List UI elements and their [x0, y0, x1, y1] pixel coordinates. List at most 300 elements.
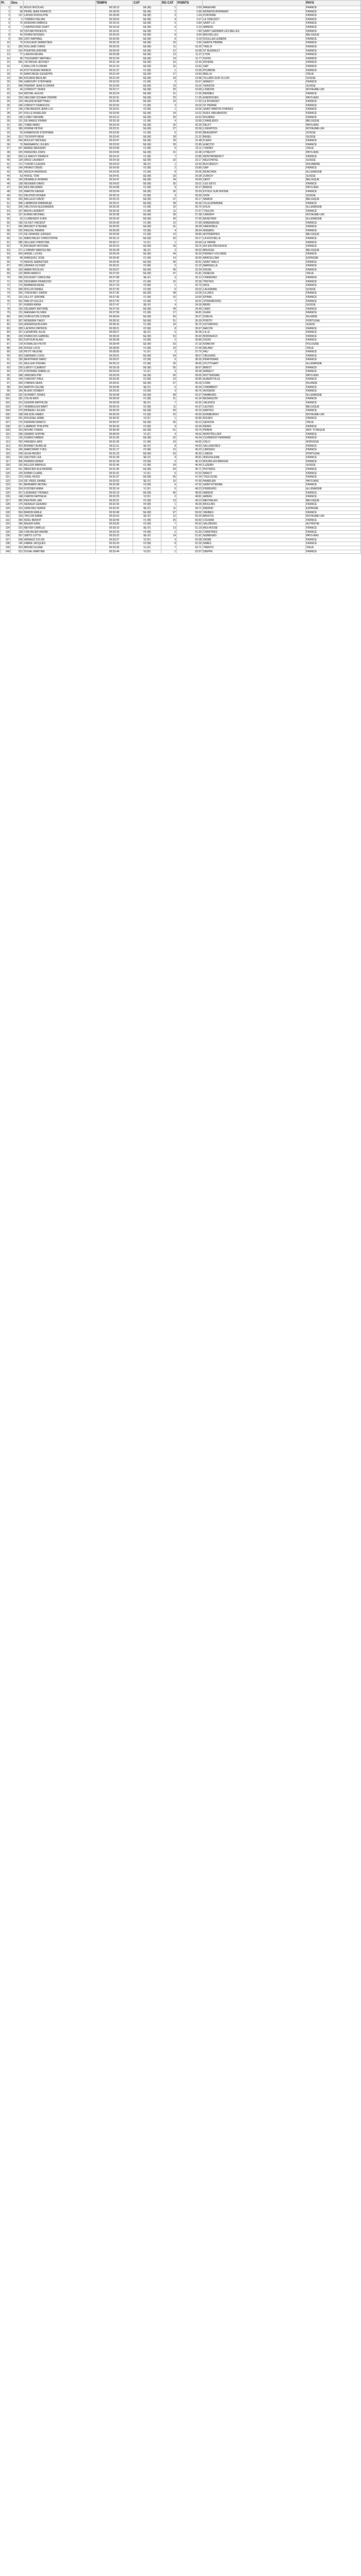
- table-row: [1, 417, 361, 421]
- cell-rang-cat: 29: [161, 139, 177, 143]
- cell-club: FERNEY-VOLTAIRE: [202, 252, 305, 257]
- cell-place: 40: [1, 159, 11, 163]
- cell-time: 00:33:05: [95, 522, 133, 527]
- cell-time: 00:18:29: [95, 10, 133, 14]
- cell-pays: FRANCE: [305, 182, 360, 186]
- cell-club: DUBLIN: [202, 315, 305, 319]
- cell-time: 00:26:00: [95, 229, 133, 233]
- cell-name: DE VRIES SANNE: [23, 479, 95, 483]
- cell-rang-cat: 30: [161, 143, 177, 147]
- cell-rang-cat: 19: [161, 346, 177, 350]
- cell-points: 45.23: [176, 448, 202, 452]
- cell-place: 125: [1, 491, 11, 495]
- table-row: [1, 284, 361, 288]
- cell-place: 124: [1, 487, 11, 492]
- cell-time: 00:25:32: [95, 209, 133, 213]
- cell-place: 30: [1, 120, 11, 124]
- cell-dossard: 150: [10, 307, 23, 311]
- cell-club: BRUGGE: [202, 248, 305, 252]
- table-row: [1, 503, 361, 507]
- cell-points: 36.86: [176, 338, 202, 343]
- cell-rang-cat: 12: [161, 515, 177, 519]
- cell-place: 69: [1, 272, 11, 276]
- cell-name: WALCH GILLES: [23, 299, 95, 303]
- cell-time: 00:24:12: [95, 155, 133, 159]
- cell-club: BORDEAUX: [202, 334, 305, 338]
- cell-name: ROUSSEL ANNE: [23, 417, 95, 421]
- cell-cat: V1 (M): [133, 155, 161, 159]
- cell-name: HOLLAND CHRIS: [23, 45, 95, 49]
- cell-points: 7.80: [176, 29, 202, 33]
- cell-points: 48.50: [176, 491, 202, 495]
- cell-rang-cat: 52: [161, 334, 177, 338]
- cell-cat: V1 (M): [133, 170, 161, 174]
- cell-club: BRISTOL: [202, 515, 305, 519]
- cell-dossard: 188: [10, 374, 23, 378]
- cell-cat: V2 (M): [133, 108, 161, 112]
- cell-pays: ITALIE: [305, 420, 360, 425]
- cell-place: 36: [1, 143, 11, 147]
- cell-place: 53: [1, 209, 11, 213]
- cell-name: PETIT HÉLÈNE: [23, 350, 95, 354]
- cell-name: BERNARD MICHEL: [23, 483, 95, 487]
- cell-pays: FRANCE: [305, 57, 360, 61]
- cell-pays: ALLEMAGNE: [305, 170, 360, 174]
- cell-place: 103: [1, 405, 11, 409]
- table-row: [1, 186, 361, 190]
- cell-club: VILLARS SUR OLLON: [202, 76, 305, 80]
- cell-pays: PORTUGAL: [305, 452, 360, 456]
- cell-club: MONDON BORNAND: [202, 10, 305, 14]
- cell-name: MERCIER ALEXANDRE: [23, 468, 95, 472]
- cell-place: 8: [1, 33, 11, 38]
- table-row: [1, 389, 361, 394]
- cell-club: REIMS: [202, 425, 305, 429]
- cell-points: 41.97: [176, 405, 202, 409]
- cell-place: 82: [1, 323, 11, 327]
- cell-pays: ROUMANIE: [305, 162, 360, 166]
- cell-cat: V2 (M): [133, 299, 161, 303]
- cell-name: TSCHOPP RÉMI: [23, 135, 95, 139]
- cell-place: 9: [1, 37, 11, 41]
- cell-rang-cat: 3: [161, 194, 177, 198]
- cell-dossard: 361: [10, 123, 23, 127]
- cell-dossard: 42: [10, 73, 23, 77]
- cell-name: STAPLETON CONOR: [23, 315, 95, 319]
- cell-club: UTRECHT: [202, 150, 305, 155]
- cell-points: 47.02: [176, 471, 202, 476]
- cell-pays: FRANCE: [305, 385, 360, 389]
- cell-cat: V2 (F): [133, 495, 161, 499]
- cell-dossard: 130: [10, 471, 23, 476]
- cell-rang-cat: 7: [161, 29, 177, 33]
- cell-points: 25.90: [176, 194, 202, 198]
- cell-cat: SE (M): [133, 115, 161, 120]
- cell-cat: V2 (M): [133, 264, 161, 268]
- cell-club: ROUEN: [202, 417, 305, 421]
- cell-pays: PAYS-BAS: [305, 123, 360, 127]
- cell-dossard: 203: [10, 444, 23, 448]
- cell-time: 00:28:38: [95, 338, 133, 343]
- cell-time: 00:26:06: [95, 233, 133, 237]
- cell-club: CLERMONT-FERRAND: [202, 436, 305, 440]
- cell-club: EDINBURGH: [202, 413, 305, 417]
- table-row: [1, 295, 361, 299]
- cell-dossard: 4: [10, 64, 23, 69]
- cell-rang-cat: 14: [161, 57, 177, 61]
- cell-club: DELFT: [202, 123, 305, 127]
- cell-club: ÉPINAL: [202, 295, 305, 299]
- cell-place: 29: [1, 115, 11, 120]
- cell-name: CORNUTT DENIS: [23, 88, 95, 92]
- cell-time: 00:31:28: [95, 456, 133, 460]
- cell-place: 33: [1, 131, 11, 135]
- cell-rang-cat: 56: [161, 374, 177, 378]
- cell-place: 140: [1, 550, 11, 554]
- cell-points: 38.39: [176, 358, 202, 362]
- cell-cat: SE (F): [133, 303, 161, 308]
- cell-points: 5.84: [176, 22, 202, 26]
- cell-points: 17.92: [176, 100, 202, 104]
- cell-time: 00:30:03: [95, 397, 133, 401]
- cell-pays: FRANCE: [305, 307, 360, 311]
- cell-time: 00:24:35: [95, 170, 133, 174]
- cell-dossard: 137: [10, 213, 23, 217]
- cell-time: 00:31:00: [95, 436, 133, 440]
- cell-dossard: 76: [10, 143, 23, 147]
- cell-points: 25.01: [176, 182, 202, 186]
- cell-points: 16.58: [176, 88, 202, 92]
- cell-cat: SE (M): [133, 41, 161, 45]
- table-row: [1, 29, 361, 33]
- cell-cat: V4 (M): [133, 503, 161, 507]
- cell-club: GUAN: [202, 311, 305, 315]
- cell-dossard: 192: [10, 464, 23, 468]
- table-row: [1, 323, 361, 327]
- cell-place: 119: [1, 468, 11, 472]
- cell-time: 00:22:17: [95, 88, 133, 92]
- cell-points: 37.18: [176, 343, 202, 347]
- cell-time: 00:30:37: [95, 420, 133, 425]
- cell-time: 00:27:13: [95, 280, 133, 284]
- cell-pays: FRANCE: [305, 276, 360, 280]
- cell-cat: V1 (F): [133, 350, 161, 354]
- cell-place: 138: [1, 542, 11, 546]
- cell-place: 91: [1, 358, 11, 362]
- cell-pays: FRANCE: [305, 476, 360, 480]
- cell-points: 32.12: [176, 276, 202, 280]
- cell-cat: V2 (M): [133, 327, 161, 331]
- table-row: [1, 299, 361, 303]
- cell-pays: FRANCE: [305, 209, 360, 213]
- cell-time: 00:27:36: [95, 295, 133, 299]
- cell-club: DOUAI: [202, 268, 305, 272]
- cell-dossard: 53: [10, 174, 23, 178]
- cell-points: 30.33: [176, 252, 202, 257]
- cell-pays: FRANCE: [305, 225, 360, 229]
- cell-points: 44.65: [176, 440, 202, 444]
- cell-pays: FRANCE: [305, 483, 360, 487]
- cell-time: 00:30:49: [95, 429, 133, 433]
- cell-dossard: 292: [10, 440, 23, 444]
- cell-name: PASCAL PIERRE: [23, 229, 95, 233]
- cell-points: 42.23: [176, 409, 202, 413]
- cell-rang-cat: 5: [161, 331, 177, 335]
- cell-cat: SE (F): [133, 515, 161, 519]
- cell-time: 00:25:26: [95, 206, 133, 210]
- cell-pays: ALLEMAGNE: [305, 217, 360, 222]
- cell-rang-cat: 7: [161, 299, 177, 303]
- cell-points: 27.96: [176, 221, 202, 225]
- cell-name: KOWALSKI PIOTR: [23, 343, 95, 347]
- cell-club: TROYES: [202, 280, 305, 284]
- cell-place: 17: [1, 69, 11, 73]
- cell-dossard: 328: [10, 327, 23, 331]
- cell-name: TORRES HELIAN: [23, 18, 95, 22]
- cell-pays: FRANCE: [305, 299, 360, 303]
- table-row: [1, 456, 361, 460]
- cell-place: 122: [1, 479, 11, 483]
- cell-place: 78: [1, 307, 11, 311]
- cell-time: 00:27:59: [95, 311, 133, 315]
- table-row: [1, 413, 361, 417]
- cell-name: KOUANS BEOLAN: [23, 76, 95, 80]
- results-table: [0, 0, 361, 554]
- cell-dossard: 156: [10, 389, 23, 394]
- cell-dossard: 196: [10, 221, 23, 225]
- cell-name: AMAR NICOLAS: [23, 268, 95, 272]
- cell-dossard: 92: [10, 6, 23, 10]
- header-points: POINTS: [176, 1, 202, 6]
- cell-cat: SE (M): [133, 217, 161, 222]
- cell-points: 35.07: [176, 315, 202, 319]
- cell-points: 37.76: [176, 350, 202, 354]
- cell-pays: FRANCE: [305, 327, 360, 331]
- table-row: [1, 487, 361, 492]
- cell-pays: FRANCE: [305, 115, 360, 120]
- cell-cat: SE (M): [133, 237, 161, 241]
- cell-points: 29.44: [176, 241, 202, 245]
- table-row: [1, 507, 361, 511]
- cell-cat: SE (M): [133, 84, 161, 88]
- cell-pays: SUISSE: [305, 194, 360, 198]
- cell-rang-cat: 26: [161, 123, 177, 127]
- cell-time: 00:27:19: [95, 284, 133, 288]
- cell-club: ALBERTVILLE: [202, 378, 305, 382]
- cell-cat: SE (F): [133, 401, 161, 405]
- cell-pays: FRANCE: [305, 104, 360, 108]
- cell-dossard: 240: [10, 104, 23, 108]
- cell-club: ZÜRICH: [202, 174, 305, 178]
- cell-place: 2: [1, 10, 11, 14]
- cell-cat: V1 (F): [133, 487, 161, 492]
- cell-name: DE MARLE FRANK: [23, 120, 95, 124]
- cell-points: 52.39: [176, 542, 202, 546]
- cell-pays: FRANCE: [305, 45, 360, 49]
- cell-pays: FRANCE: [305, 264, 360, 268]
- cell-cat: SE (F): [133, 276, 161, 280]
- cell-points: 13.99: [176, 69, 202, 73]
- table-row: [1, 33, 361, 38]
- cell-points: 39.28: [176, 370, 202, 374]
- cell-pays: ESPAGNE: [305, 507, 360, 511]
- cell-points: 6.10: [176, 25, 202, 29]
- cell-place: 7: [1, 29, 11, 33]
- cell-dossard: 216: [10, 49, 23, 53]
- cell-rang-cat: 64: [161, 468, 177, 472]
- cell-cat: SE (M): [133, 245, 161, 249]
- cell-dossard: 257: [10, 147, 23, 151]
- cell-place: 88: [1, 346, 11, 350]
- cell-points: 47.34: [176, 476, 202, 480]
- cell-pays: ALLEMAGNE: [305, 362, 360, 366]
- cell-place: 21: [1, 84, 11, 88]
- cell-rang-cat: 3: [161, 104, 177, 108]
- cell-dossard: 237: [10, 491, 23, 495]
- cell-pays: FRANCE: [305, 295, 360, 299]
- cell-dossard: 44: [10, 69, 23, 73]
- cell-rang-cat: 46: [161, 268, 177, 272]
- cell-time: 00:18:49: [95, 14, 133, 18]
- cell-time: 00:21:37: [95, 69, 133, 73]
- cell-name: SANCHEZ MARIA: [23, 507, 95, 511]
- table-row: [1, 217, 361, 222]
- cell-name: COLIN ERIC: [23, 397, 95, 401]
- table-row: [1, 159, 361, 163]
- cell-dossard: 174: [10, 233, 23, 237]
- cell-dossard: 266: [10, 518, 23, 522]
- cell-place: 90: [1, 354, 11, 358]
- cell-time: 00:20:42: [95, 49, 133, 53]
- cell-time: 00:24:47: [95, 178, 133, 182]
- cell-cat: SE (M): [133, 174, 161, 178]
- cell-dossard: 77: [10, 53, 23, 57]
- table-row: [1, 88, 361, 92]
- cell-rang-cat: 59: [161, 409, 177, 413]
- cell-rang-cat: 2: [161, 80, 177, 84]
- cell-time: 00:25:55: [95, 225, 133, 229]
- cell-rang-cat: 5: [161, 460, 177, 464]
- cell-cat: V1 (M): [133, 206, 161, 210]
- cell-dossard: 219: [10, 507, 23, 511]
- cell-pays: PORTUGAL: [305, 319, 360, 323]
- cell-points: 36.28: [176, 331, 202, 335]
- table-row: [1, 546, 361, 550]
- cell-place: 102: [1, 401, 11, 405]
- cell-club: ARRAS: [202, 495, 305, 499]
- cell-cat: SE (M): [133, 6, 161, 10]
- table-row: [1, 471, 361, 476]
- cell-cat: V1 (M): [133, 147, 161, 151]
- cell-dossard: 5: [10, 18, 23, 22]
- cell-cat: SE (M): [133, 22, 161, 26]
- table-row: [1, 112, 361, 116]
- cell-time: 00:26:17: [95, 241, 133, 245]
- cell-club: PRAHA: [202, 429, 305, 433]
- cell-rang-cat: 2: [161, 166, 177, 171]
- cell-club: LIVERPOOL: [202, 127, 305, 131]
- cell-club: MILANO: [202, 346, 305, 350]
- cell-dossard: 121: [10, 362, 23, 366]
- cell-time: 00:27:02: [95, 272, 133, 276]
- cell-rang-cat: 5: [161, 264, 177, 268]
- cell-time: 00:29:52: [95, 389, 133, 394]
- cell-time: 00:19:41: [95, 29, 133, 33]
- cell-name: BONNET AURÉLIE: [23, 444, 95, 448]
- cell-cat: V3 (M): [133, 460, 161, 464]
- cell-time: 00:33:44: [95, 550, 133, 554]
- cell-cat: V1 (F): [133, 471, 161, 476]
- cell-dossard: 317: [10, 425, 23, 429]
- cell-name: MAGNAN OLIVIER: [23, 311, 95, 315]
- cell-time: 00:29:24: [95, 370, 133, 374]
- cell-place: 60: [1, 237, 11, 241]
- cell-club: LE HAVRE: [202, 241, 305, 245]
- cell-time: 00:32:08: [95, 483, 133, 487]
- table-row: [1, 397, 361, 401]
- cell-time: 00:27:08: [95, 276, 133, 280]
- cell-rang-cat: 55: [161, 366, 177, 370]
- cell-points: 29.17: [176, 237, 202, 241]
- cell-rang-cat: 7: [161, 155, 177, 159]
- cell-dossard: 115: [10, 190, 23, 194]
- cell-cat: V2 (M): [133, 229, 161, 233]
- cell-cat: SE (M): [133, 49, 161, 53]
- cell-place: 137: [1, 538, 11, 542]
- cell-name: GAUTIER LÉA: [23, 456, 95, 460]
- cell-name: MOLTAN MARK: [23, 186, 95, 190]
- cell-rang-cat: 1: [161, 6, 177, 10]
- cell-place: 45: [1, 178, 11, 182]
- cell-place: 80: [1, 315, 11, 319]
- cell-points: 49.71: [176, 507, 202, 511]
- cell-points: 27.65: [176, 217, 202, 222]
- table-row: [1, 538, 361, 542]
- cell-time: 00:27:47: [95, 303, 133, 308]
- cell-time: 00:25:43: [95, 217, 133, 222]
- cell-dossard: 176: [10, 284, 23, 288]
- cell-cat: V1 (M): [133, 362, 161, 366]
- cell-place: 52: [1, 206, 11, 210]
- cell-points: 32.39: [176, 280, 202, 284]
- cell-name: CHRISTY FRANCOIS: [23, 104, 95, 108]
- cell-cat: V1 (M): [133, 311, 161, 315]
- cell-pays: SUISSE: [305, 135, 360, 139]
- cell-time: 00:32:59: [95, 518, 133, 522]
- cell-cat: SE (M): [133, 37, 161, 41]
- cell-place: 136: [1, 534, 11, 538]
- cell-cat: V1 (M): [133, 295, 161, 299]
- cell-dossard: 234: [10, 92, 23, 96]
- cell-points: 28.86: [176, 233, 202, 237]
- cell-place: 5: [1, 22, 11, 26]
- cell-dossard: 186: [10, 522, 23, 527]
- cell-points: 43.13: [176, 420, 202, 425]
- cell-name: NOVAK TOMAS: [23, 429, 95, 433]
- cell-name: VALENCIA MATTHIEU: [23, 100, 95, 104]
- cell-points: 35.39: [176, 319, 202, 323]
- cell-name: SELLIER CHRISTINE: [23, 241, 95, 245]
- cell-points: 47.92: [176, 483, 202, 487]
- cell-time: 00:22:03: [95, 80, 133, 84]
- cell-name: DE GRANDE JURGEN: [23, 233, 95, 237]
- cell-pays: PAYS-BAS: [305, 186, 360, 190]
- table-row: [1, 41, 361, 45]
- cell-rang-cat: 15: [161, 61, 177, 65]
- cell-name: MARTIN CÉLINE: [23, 385, 95, 389]
- cell-pays: ROYAUME-UNI: [305, 413, 360, 417]
- cell-rang-cat: 12: [161, 448, 177, 452]
